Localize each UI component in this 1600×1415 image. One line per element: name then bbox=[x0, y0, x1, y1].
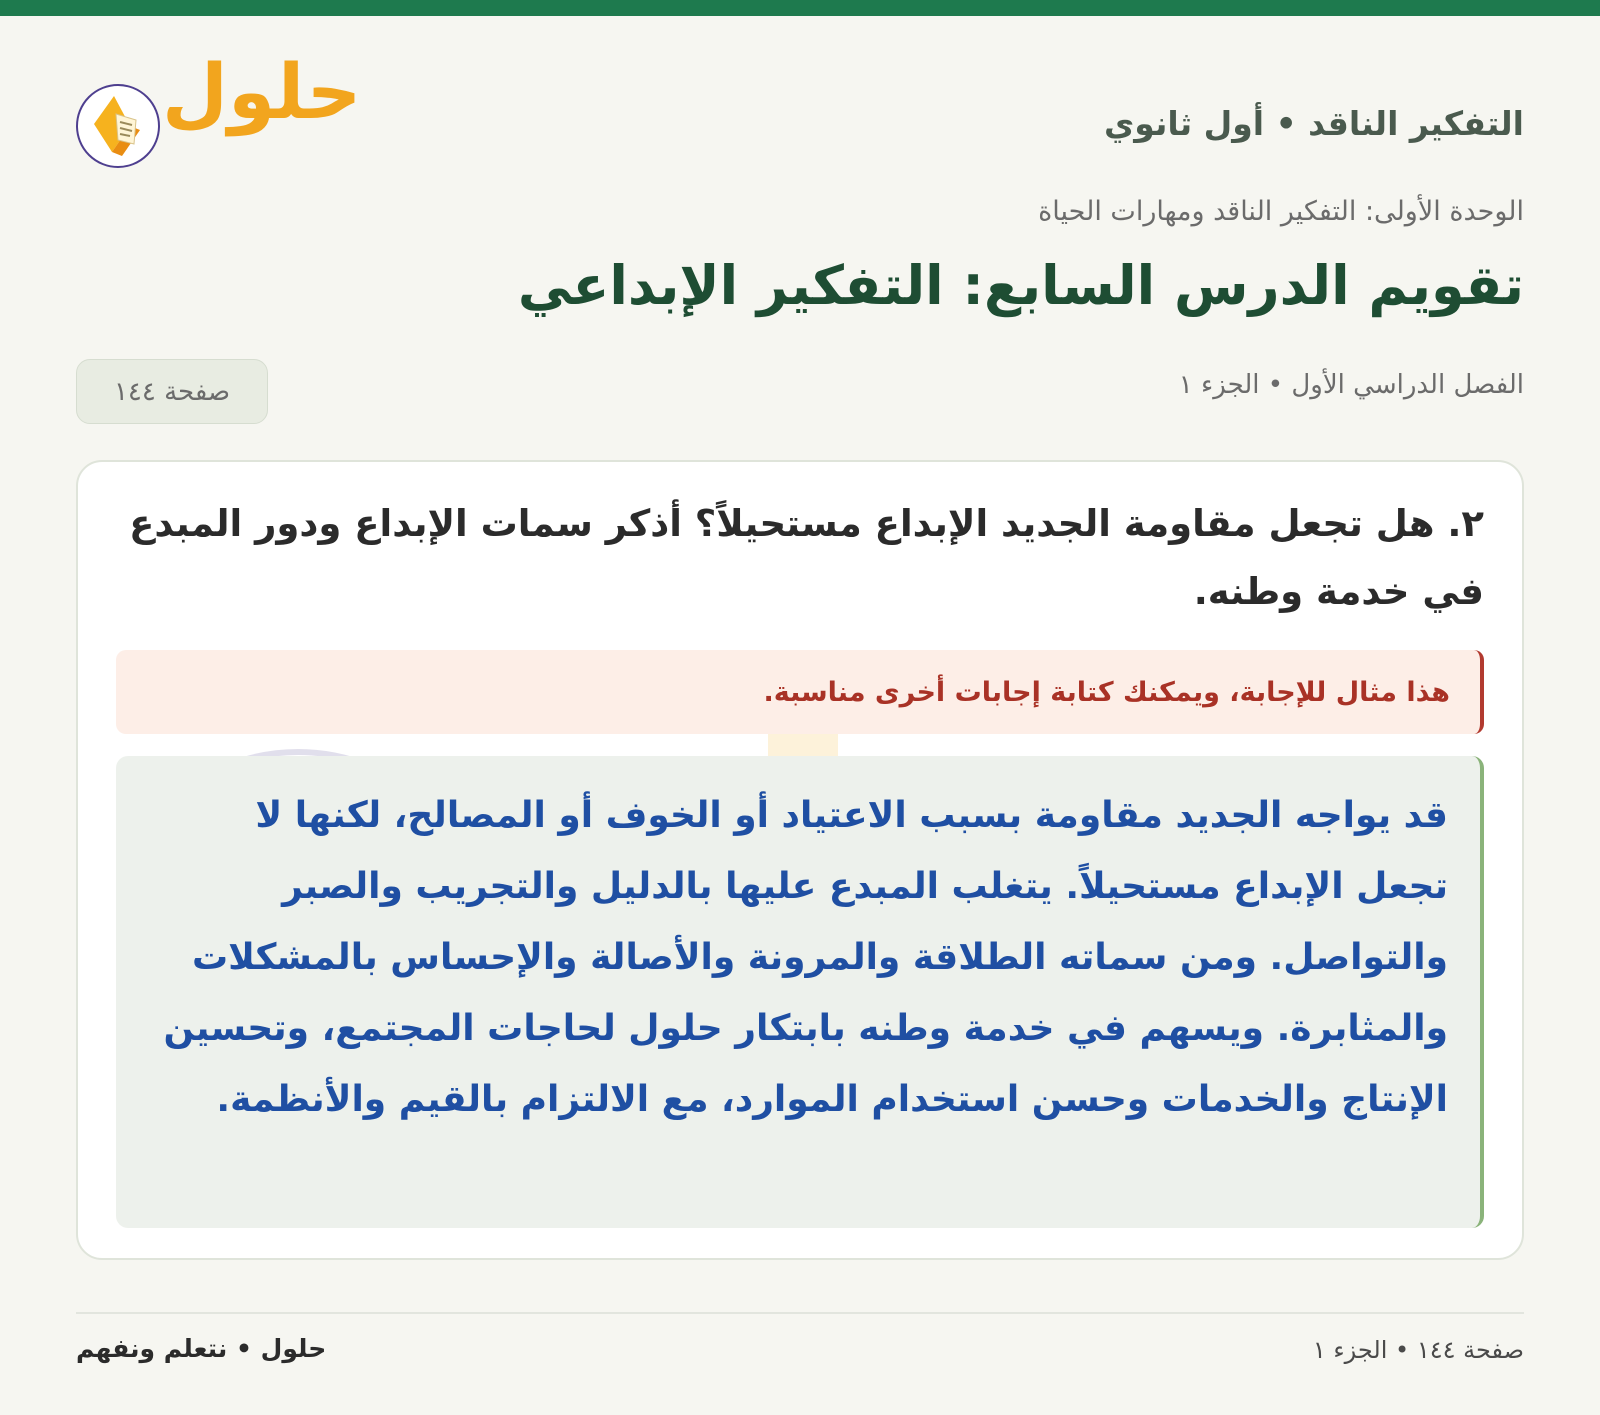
book-icon bbox=[76, 84, 160, 168]
header bbox=[76, 47, 1524, 166]
page-title: تقويم الدرس السابع: التفكير الإبداعي bbox=[517, 254, 1524, 317]
page-badge: صفحة ١٤٤ bbox=[76, 359, 268, 424]
question-card bbox=[76, 460, 1524, 1260]
course-title: التفكير الناقد • أول ثانوي bbox=[1104, 104, 1524, 143]
semester-info: الفصل الدراسي الأول • الجزء ١ bbox=[1178, 370, 1524, 400]
answer-text: قد يواجه الجديد مقاومة بسبب الاعتياد أو الخوف أو المصالح، لكنها لا تجعل الإبداع مستحيلاً. يتغلب المبدع عليها بالدليل والتجريب والصبر والتواصل. ومن سماته الطلاقة والمرونة والأصالة والإحساس بالمشكلات والمثابرة. ويسهم في خدمة وطنه بابتكار حلول لحاجات المجتمع، وتحسين الإنتاج والخدمات وحسن استخدام الموارد، مع الالتزام بالقيم والأنظمة. bbox=[116, 756, 1484, 1228]
top-accent-bar bbox=[0, 0, 1600, 16]
logo-wordmark: حلول bbox=[162, 47, 362, 136]
page bbox=[76, 16, 1524, 1415]
hulul-logo bbox=[76, 47, 362, 168]
footer-divider bbox=[76, 1312, 1524, 1314]
unit-label: الوحدة الأولى: التفكير الناقد ومهارات الحياة bbox=[1038, 196, 1524, 227]
footer-page-info: صفحة ١٤٤ • الجزء ١ bbox=[1312, 1336, 1524, 1364]
question-text: ٢. هل تجعل مقاومة الجديد الإبداع مستحيلاً؟ أذكر سمات الإبداع ودور المبدع في خدمة وطنه. bbox=[129, 502, 1484, 613]
answer-note bbox=[116, 650, 1484, 734]
answer-note-text: هذا مثال للإجابة، ويمكنك كتابة إجابات أخرى مناسبة. bbox=[763, 676, 1450, 708]
footer-brand: حلول • نتعلم ونفهم bbox=[76, 1334, 327, 1363]
